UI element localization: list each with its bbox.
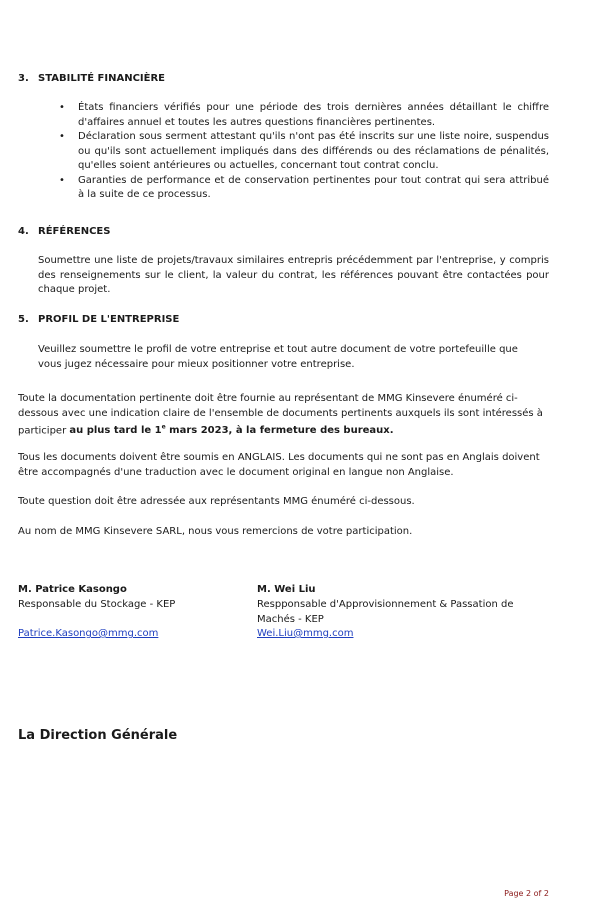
signatory-email-link[interactable]: Wei.Liu@mmg.com	[257, 628, 354, 639]
section-4-heading	[18, 226, 110, 237]
section-5-body: Veuillez soumettre le profil de votre entreprise et tout autre document de votre portefeuille que vous jugez nécessaire pour mieux positionner votre entreprise.	[38, 344, 518, 370]
documentation-paragraph: Toute la documentation pertinente doit être fournie au représentant de MMG Kinsevere énuméré ci-dessous avec une indication claire de l'ensemble de documents pertinents auxquels ils sont intéressés à participer au plus tard le 1e mars 2023, à la fermeture des bureaux.	[18, 393, 543, 437]
section-number: 4.	[18, 226, 29, 237]
bullet-icon: •	[59, 131, 65, 142]
section-4-body: Soumettre une liste de projets/travaux similaires entrepris précédemment par l'entreprise, y compris des renseignements sur le client, la valeur du contrat, les références pouvant être contactées pour chaque projet.	[38, 255, 549, 295]
bullet-icon: •	[59, 174, 65, 186]
signatory-name: M. Patrice Kasongo	[18, 584, 127, 595]
section-title: STABILITÉ FINANCIÈRE	[38, 73, 166, 84]
section-3-heading	[18, 73, 165, 84]
questions-paragraph: Toute question doit être adressée aux représentants MMG énuméré ci-dessous.	[18, 496, 415, 507]
list-item: • Déclaration sous serment attestant qu'ils n'ont pas été inscrits sur une liste noire, suspendus ou qu'ils sont actuellement impliqués dans des différends ou des réclamations de pénalités, qu'elles soient antérieures ou actuelles, concernant tout contrat conclu.	[59, 131, 549, 171]
section-title: PROFIL DE L'ENTREPRISE	[38, 314, 180, 325]
signatory-role: Responsable du Stockage - KEP	[18, 599, 176, 610]
thanks-paragraph: Au nom de MMG Kinsevere SARL, nous vous remercions de votre participation.	[18, 526, 413, 537]
bullet-icon: •	[59, 102, 65, 113]
closing-signature: La Direction Générale	[18, 728, 178, 743]
deadline-text: au plus tard le 1e mars 2023, à la fermeture des bureaux.	[69, 424, 394, 437]
section-title: RÉFÉRENCES	[38, 226, 111, 237]
section-number: 5.	[18, 314, 29, 325]
section-3-bullet-list	[58, 101, 549, 203]
signatory-role: Respponsable d'Approvisionnement & Passation de Machés - KEP	[257, 599, 514, 625]
signatory-email-link[interactable]: Patrice.Kasongo@mmg.com	[18, 628, 159, 639]
list-item: • États financiers vérifiés pour une période des trois dernières années détaillant le chiffre d'affaires annuel et toutes les autres questions financières pertinentes.	[59, 102, 549, 128]
section-5-heading	[18, 314, 179, 325]
section-number: 3.	[18, 73, 29, 84]
page-number: Page 2 of 2	[504, 889, 549, 898]
signatory-name: M. Wei Liu	[257, 584, 316, 595]
language-paragraph: Tous les documents doivent être soumis en ANGLAIS. Les documents qui ne sont pas en Anglais doivent être accompagnés d'une traduction avec le document original en langue non Anglaise.	[18, 452, 540, 478]
list-item: • Garanties de performance et de conservation pertinentes pour tout contrat qui sera attribué à la suite de ce processus.	[59, 174, 549, 200]
